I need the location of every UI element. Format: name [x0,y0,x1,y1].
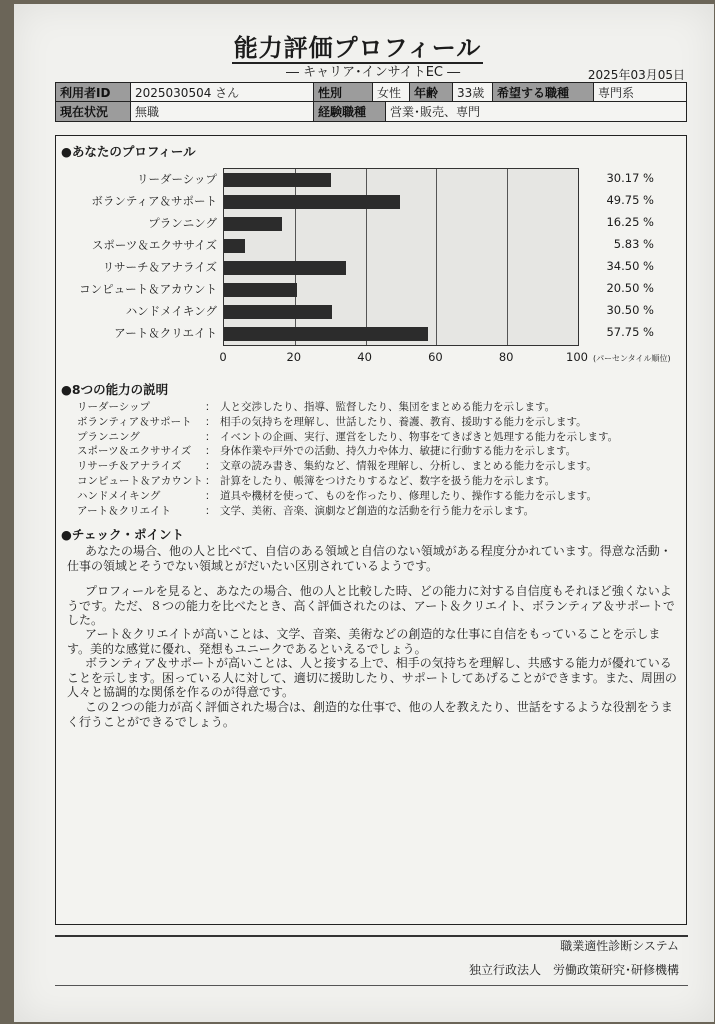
experience-label: 経験職種 [314,102,386,121]
user-id-value: 2025030504 さん [131,83,314,102]
check-paragraph: あなたの場合、他の人と比べて、自信のある領域と自信のない領域がある程度分かれています。得意な活動・仕事の領域とそうでない領域とがだいたい区別されているようです。 [67,544,672,573]
ability-colon: ： [205,489,216,502]
value-label: 30.50 % [606,303,654,317]
profile-heading: ●あなたのプロフィール [61,144,196,159]
page-title [0,28,715,63]
ability-description: 計算をしたり、帳簿をつけたりするなど、数字を扱う能力を示します。 [220,475,556,487]
ability-description: 文学、美術、音楽、演劇など創造的な活動を行う能力を示します。 [220,504,535,517]
chart-bar [224,239,245,253]
ability-colon: ： [205,504,216,517]
ability-description: 人と交渉したり、指導、監督したり、集団をまとめる能力を示します。 [220,401,556,413]
x-tick-label: 40 [357,350,372,364]
category-label: プランニング [148,216,217,230]
value-label: 30.17 % [606,171,654,185]
chart-bar [224,261,346,275]
category-label: スポーツ＆エクササイズ [91,238,217,252]
info-row-1 [55,82,687,103]
check-paragraph: プロフィールを見ると、あなたの場合、他の人と比較した時、どの能力に対する自信度もそれほど強くないようです。ただ、８つの能力を比べたとき、高く評価されたのは、アート＆クリエイト、ボランティア＆サポートでした。 [67,584,675,627]
experience-value: 営業･販売、専門 [390,105,481,119]
ability-name: アート＆クリエイト [77,504,171,517]
ability-colon: ： [205,445,216,458]
value-label: 20.50 % [606,281,654,295]
ability-name: スポーツ＆エクササイズ [77,445,192,458]
footer-org: 独立行政法人 労働政策研究･研修機構 [468,963,679,977]
ability-colon: ： [205,415,216,428]
age-label: 年齢 [410,83,453,102]
x-tick-label: 60 [428,350,443,364]
value-label: 16.25 % [606,215,654,229]
ability-description: 身体作業や戸外での活動、持久力や体力、敏捷に行動する能力を示します。 [220,445,577,458]
value-label: 5.83 % [613,237,654,251]
category-label: アート＆クリエイト [114,326,217,340]
ability-name: リサーチ＆アナライズ [77,460,182,473]
ability-name: リーダーシップ [77,401,151,413]
chart-bar [224,217,282,231]
ability-colon: ： [205,475,216,487]
x-tick-label: 20 [286,350,302,364]
chart-bar [224,173,331,187]
footer-divider [55,985,688,986]
ability-description: 相手の気持ちを理解し、世話したり、養護、教育、援助する能力を示します。 [220,415,587,428]
info-row-2 [55,101,687,122]
gender-label: 性別 [314,83,373,102]
ability-description: 文章の読み書き、集約など、情報を理解し、分析し、まとめる能力を示します。 [220,460,597,473]
user-id-label: 利用者ID [56,83,131,102]
ability-name: ボランティア＆サポート [77,415,192,428]
ability-colon: ： [205,401,216,413]
desired-job-value: 専門系 [598,86,635,100]
ability-colon: ： [205,460,216,473]
status-value: 無職 [131,102,314,121]
check-heading: ●チェック・ポイント [61,527,185,542]
report-date: 2025年03月05日 [587,68,685,82]
value-label: 57.75 % [606,325,654,339]
plot-area [223,168,579,346]
ability-name: コンピュート＆アカウント [77,475,203,487]
value-label: 49.75 % [606,193,654,207]
check-paragraph: アート＆クリエイトが高いことは、文学、音楽、美術などの創造的な仕事に自信をもっていることを示します。美的な感覚に優れ、発想もユニークであるといえるでしょう。 [67,627,661,656]
gender-value: 女性 [373,83,410,102]
subtitle: ― キャリア･インサイトEC ― [286,65,461,80]
check-paragraph: この２つの能力が高く評価された場合は、創造的な仕事で、他の人を教えたり、世話をするような役割をうまく行うことができるでしょう。 [67,700,673,729]
desired-job-label: 希望する職種 [493,83,594,102]
category-label: リサーチ＆アナライズ [102,260,217,274]
x-tick-label: 0 [219,350,227,364]
value-label: 34.50 % [606,259,654,273]
chart-bar [224,283,297,297]
profile-chart [66,160,678,365]
footer-system: 職業適性診断システム [560,939,679,953]
gridline [436,169,437,345]
chart-bar [224,195,400,209]
category-label: ボランティア＆サポート [91,194,217,208]
category-label: コンピュート＆アカウント [79,282,217,296]
x-axis-unit: (パーセンタイル順位) [593,354,671,363]
x-tick-label: 80 [498,350,514,364]
check-paragraph: ボランティア＆サポートが高いことは、人と接する上で、相手の気持ちを理解し、共感する能力が優れていることを示します。困っている人に対して、適切に援助したり、サポートしてあげることができます。また、周囲の人々と協調的な関係を作るのが得意です。 [67,656,677,699]
age-value: 33歳 [453,83,493,102]
ability-description: イベントの企画、実行、運営をしたり、物事をてきぱきと処理する能力を示します。 [220,430,619,443]
gridline [507,169,508,345]
abilities-heading: ●8つの能力の説明 [61,382,169,397]
status-label: 現在状況 [56,102,131,121]
x-tick-label: 100 [566,350,588,364]
chart-bar [224,305,332,319]
ability-name: プランニング [77,430,140,443]
chart-bar [224,327,428,341]
category-label: リーダーシップ [136,172,217,186]
ability-description: 道具や機材を使って、ものを作ったり、修理したり、操作する能力を示します。 [220,489,597,502]
title-text: 能力評価プロフィール [233,34,482,62]
category-label: ハンドメイキング [125,304,217,318]
ability-colon: ： [205,430,216,443]
ability-name: ハンドメイキング [77,489,161,502]
